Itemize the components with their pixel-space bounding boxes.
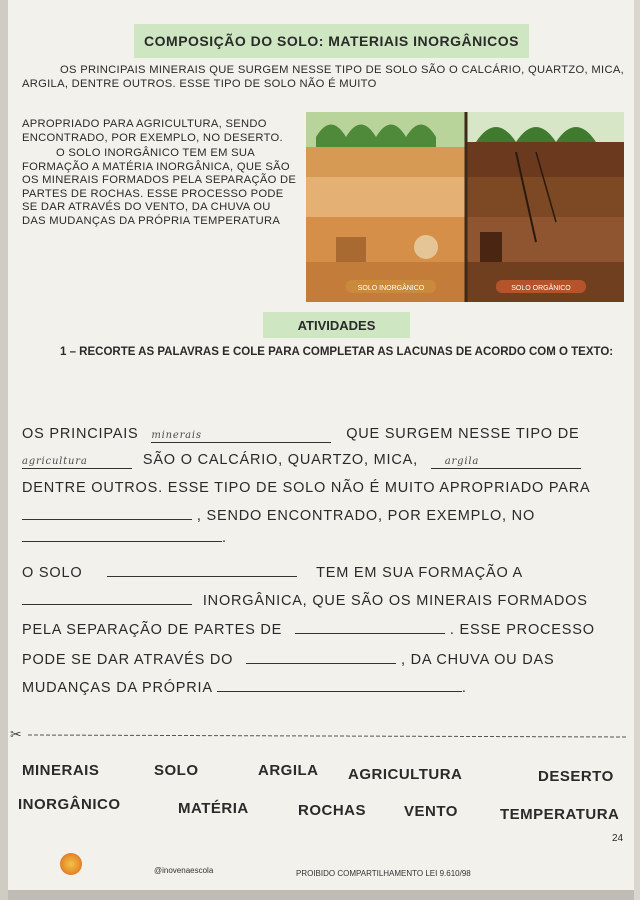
exercise-line-3: DENTRE OUTROS. ESSE TIPO DE SOLO NÃO É MUITO APROPRIADO PARA (22, 480, 591, 496)
exercise-line-4 (22, 508, 535, 524)
handwritten-answer: agricultura (22, 456, 88, 467)
footer-handle: @inovenaescola (154, 866, 214, 875)
handwritten-answer: argila (444, 456, 480, 467)
label-organic-soil: SOLO ORGÂNICO (511, 285, 571, 292)
exercise-line-5: . (22, 530, 227, 546)
cut-line (10, 725, 630, 745)
page-title: COMPOSIÇÃO DO SOLO: MATERIAIS INORGÂNICOS (134, 24, 529, 58)
exercise-line-1 (22, 426, 579, 443)
word-card-rochas[interactable]: ROCHAS (298, 802, 367, 819)
footer-notice: PROIBIDO COMPARTILHAMENTO LEI 9.610/98 (296, 869, 471, 878)
word-card-solo[interactable]: SOLO (154, 762, 199, 779)
exercise-text: . ESSE PROCESSO (449, 622, 595, 638)
question-1-prompt: 1 – RECORTE AS PALAVRAS E COLE PARA COMPLETAR AS LACUNAS DE ACORDO COM O TEXTO: (60, 346, 614, 358)
paragraph-minerals: OS PRINCIPAIS MINERAIS QUE SURGEM NESSE TIPO DE SOLO SÃO O CALCÁRIO, QUARTZO, MICA, ARGILA, DENTRE OUTROS. ESSE TIPO DE SOLO NÃO É MUITO (22, 64, 624, 90)
exercise-text: MUDANÇAS DA PRÓPRIA (22, 680, 213, 696)
word-card-inorganico[interactable]: INORGÂNICO (18, 796, 121, 813)
word-card-argila[interactable]: ARGILA (258, 762, 319, 779)
exercise-text: QUE SURGEM NESSE TIPO DE (346, 426, 580, 442)
scissors-icon: ✂ (10, 727, 22, 743)
blank-2[interactable] (22, 452, 132, 469)
exercise-line-2 (22, 452, 581, 469)
brand-logo-icon (60, 853, 82, 875)
activities-header: ATIVIDADES (263, 312, 410, 338)
exercise-line-7 (22, 593, 588, 609)
word-card-temperatura[interactable]: TEMPERATURA (500, 806, 620, 823)
exercise-text: INORGÂNICA, QUE SÃO OS MINERAIS FORMADOS (202, 593, 588, 609)
word-card-minerais[interactable]: MINERAIS (22, 762, 100, 779)
exercise-line-9 (22, 652, 554, 668)
word-card-deserto[interactable]: DESERTO (538, 768, 614, 785)
exercise-text: SÃO O CALCÁRIO, QUARTZO, MICA, (142, 452, 418, 468)
word-card-vento[interactable]: VENTO (404, 803, 458, 820)
word-card-materia[interactable]: MATÉRIA (178, 800, 249, 817)
blank-7[interactable] (22, 604, 192, 605)
blank-5[interactable] (22, 541, 222, 542)
exercise-text: TEM EM SUA FORMAÇÃO A (316, 565, 524, 581)
paragraph-inorganic: O SOLO INORGÂNICO TEM EM SUA FORMAÇÃO A MATÉRIA INORGÂNICA, QUE SÃO OS MINERAIS FORMADOS PELA SEPARAÇÃO DE PARTES DE ROCHAS. ESSE PROCESSO PODE SE DAR ATRAVÉS DO VENTO, DA CHUVA OU DAS MUDANÇAS DA PRÓPRIA TEMPERATURA (22, 147, 297, 227)
blank-10[interactable] (217, 691, 462, 692)
page-bottom-edge (8, 890, 634, 900)
label-inorganic-soil: SOLO INORGÂNICO (357, 285, 425, 292)
page-number: 24 (612, 833, 624, 844)
exercise-text: PODE SE DAR ATRAVÉS DO (22, 652, 234, 668)
blank-8[interactable] (295, 633, 445, 634)
exercise-line-6 (22, 565, 523, 581)
paragraph-minerals-end: APROPRIADO PARA AGRICULTURA, SENDO ENCONTRADO, POR EXEMPLO, NO DESERTO. (22, 118, 283, 144)
blank-1[interactable] (151, 426, 331, 443)
word-card-agricultura[interactable]: AGRICULTURA (348, 766, 463, 783)
page-edge (0, 0, 8, 900)
blank-4[interactable] (22, 519, 192, 520)
exercise-text: PELA SEPARAÇÃO DE PARTES DE (22, 622, 283, 638)
exercise-text: , DA CHUVA OU DAS (400, 652, 555, 668)
worksheet-page (8, 0, 634, 900)
blank-9[interactable] (246, 663, 396, 664)
blank-6[interactable] (107, 576, 297, 577)
exercise-line-10: MUDANÇAS DA PRÓPRIA . (22, 680, 467, 696)
exercise-text: , SENDO ENCONTRADO, POR EXEMPLO, NO (196, 508, 536, 524)
exercise-text: OS PRINCIPAIS (22, 426, 139, 442)
handwritten-answer: minerais (151, 430, 202, 441)
exercise-text: O SOLO (22, 565, 83, 581)
blank-3[interactable] (431, 452, 581, 469)
exercise-line-8 (22, 622, 595, 638)
soil-illustration (306, 112, 624, 302)
